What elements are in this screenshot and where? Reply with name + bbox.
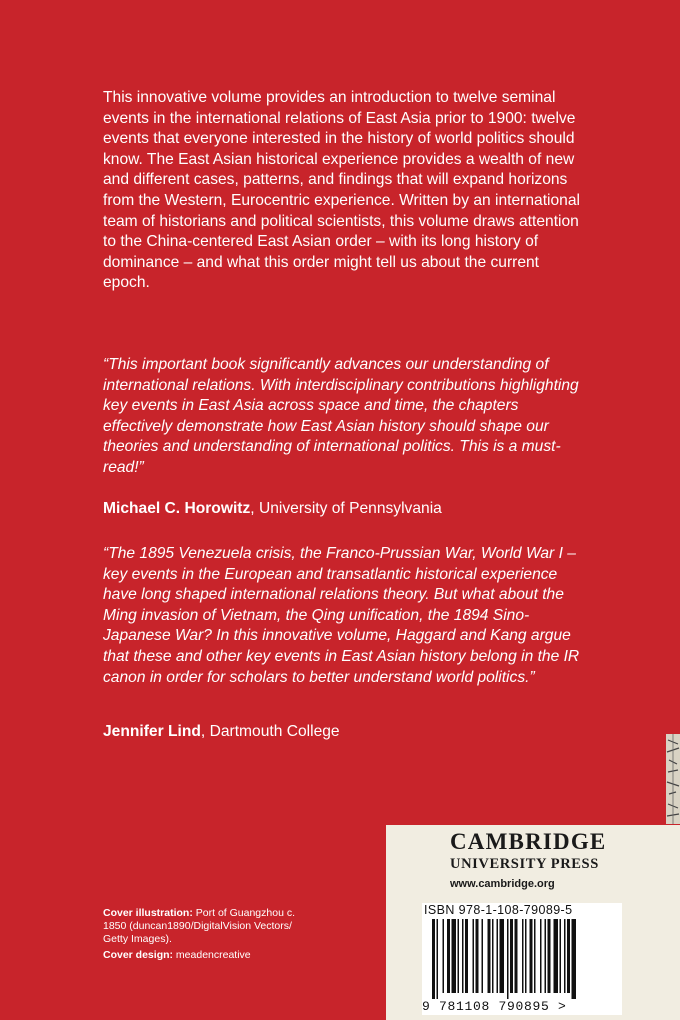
book-description: This innovative volume provides an introduction to twelve seminal events in the international relations of East Asia prior to 1900: twelve events that everyone interested in the history of world politics should know. The East Asian historical experience provides a wealth of new and different cases, patterns, and findings that will expand horizons from the Western, Eurocentric experience. Written by an international team of historians and political scientists, this volume draws attention to the China-centered East Asian order – with its long history of dominance – and what this order might tell us about the current epoch.	[103, 89, 580, 292]
publisher-subtitle: UNIVERSITY PRESS	[450, 856, 599, 872]
barcode-icon	[430, 919, 620, 999]
endorsement-attribution-2	[103, 722, 583, 743]
publisher-name: CAMBRIDGE	[450, 829, 607, 854]
design-credit-text: meadencreative	[173, 949, 251, 961]
cover-illustration-credit	[103, 907, 303, 946]
cover-illustration-edge	[666, 734, 680, 824]
endorser-affiliation-1: , University of Pennsylvania	[250, 500, 442, 517]
endorsement-quote-1: “This important book significantly advances our understanding of international relations. With interdisciplinary contributions highlighting key events in East Asia across space and time, the chapters effectively demonstrate how East Asian history should shape our theories and understanding of international politics. This is a must-read!”	[103, 356, 579, 476]
design-credit-label: Cover design:	[103, 949, 174, 961]
illustration-credit-label: Cover illustration:	[103, 907, 193, 919]
barcode-block	[422, 903, 622, 1015]
isbn-text: ISBN 978-1-108-79089-5	[424, 903, 573, 917]
publisher-url: www.cambridge.org	[450, 878, 555, 890]
endorser-affiliation-2: , Dartmouth College	[200, 723, 340, 740]
endorser-name-1: Michael C. Horowitz	[103, 500, 251, 517]
barcode-digits: 9 781108 790895 >	[422, 999, 567, 1014]
endorser-name-2: Jennifer Lind	[103, 723, 201, 740]
endorsement-attribution-1	[103, 499, 583, 520]
illustration-credit-text: Port of Guangzhou c. 1850 (duncan1890/DigitalVision Vectors/ Getty Images).	[103, 907, 296, 945]
cover-design-credit	[103, 949, 303, 962]
cover-credits	[103, 907, 303, 965]
endorsement-quote-2: “The 1895 Venezuela crisis, the Franco-Prussian War, World War I – key events in the European and transatlantic historical experience have long shaped international relations theory. But what about the Ming invasion of Vietnam, the Qing unification, the 1894 Sino-Japanese War? In this innovative volume, Haggard and Kang argue that these and other key events in East Asian history belong in the IR canon in order for scholars to better understand world politics.”	[103, 545, 580, 686]
publisher-panel	[386, 825, 680, 1020]
